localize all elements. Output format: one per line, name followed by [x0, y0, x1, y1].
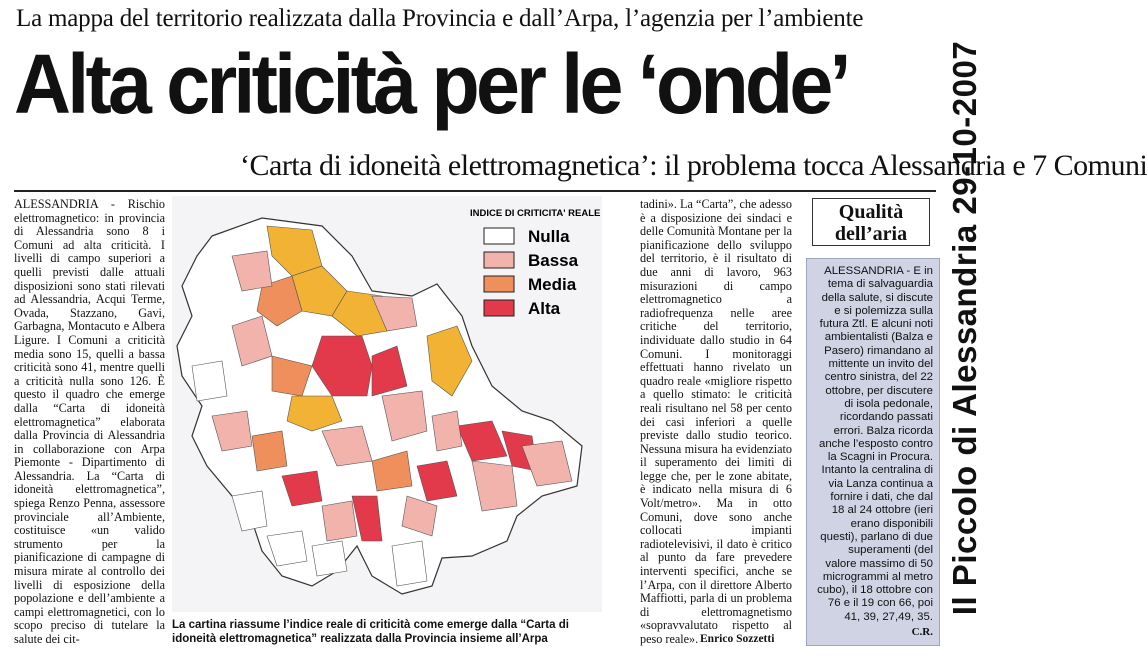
legend-swatch-bassa: [484, 252, 514, 268]
legend-label-media: Media: [528, 275, 577, 294]
article-column-1: [14, 198, 165, 648]
legend-swatch-nulla: [484, 228, 514, 244]
sidebar-title-line2: dell’aria: [834, 223, 908, 245]
sidebar-title: [812, 198, 930, 246]
article-column-3-text: tadini». La “Carta”, che adesso è a disposizione dei sindaci e delle Comunità Montane per la pianificazione dello sviluppo del territorio, è il risultato di due anni di lavoro, 963 misurazioni di campo elettromagnetico a radiofrequenza nelle aree critiche del territorio, individuate dallo studio in 64 Comuni. I monitoraggi effettuati hanno rivelato un quadro reale «migliore rispetto a quello stimato: le criticità reali risultano nel 58 per cento dei casi inferiori a quelle previste dallo studio teorico. Nessuna misura ha evidenziato il superamento dei limiti di legge che, per le zone abitate, è indicato nella misura di 6 Volt/metro». Ma in otto Comuni, dove sono anche collocati impianti radiotelevisivi, il dato è critico al punto da fare prevedere interventi specifici, anche se l’Arpa, con il direttore Alberto Maffiotti, parla di un problema di elettromagnetismo «sopravvalutato rispetto al peso reale».: [640, 197, 792, 646]
divider-rule: [14, 190, 936, 192]
criticality-map: [172, 196, 602, 612]
article-column-1-text: ALESSANDRIA - Rischio elettromagnetico: in provincia di Alessandria sono 8 i Comuni ad alta criticità. I livelli di campo superiori a quelli previsti dalle attuali disposizioni sono stati rilevati ad Alessandria, Acqui Terme, Ovada, Stazzano, Gavi, Garbagna, Montacuto e Albera Ligure. I Comuni a criticità media sono 15, quelli a bassa criticità sono 41, mentre quelli a criticità nulla sono 126. È questo il quadro che emerge dalla “Carta di idoneità elettromagnetica” elaborata dalla Provincia di Alessandria in collaborazione con Arpa Piemonte - Dipartimento di Alessandria. La “Carta di idoneità elettromagnetica”, spiega Renzo Penna, assessore provinciale all’Ambiente, costituisce «un valido strumento per la pianificazione di campagne di misura mirate al controllo dei livelli di esposizione della popolazione e dell’ambiente a campi elettromagnetici, con lo scopo preciso di tutelare la salute dei cit-: [14, 197, 165, 646]
map-caption: La cartina riassume l’indice reale di criticità come emerge dalla “Carta di idoneità elettromagnetica” realizzata dalla Provincia insieme all’Arpa: [172, 619, 569, 645]
sidebar-title-line1: Qualità: [838, 201, 904, 223]
newspaper-source-label: Il Piccolo di Alessandria 29-10-2007: [946, 40, 983, 616]
author-signature: Enrico Sozzetti: [700, 633, 775, 645]
headline: Alta criticità per le ‘onde’: [14, 37, 848, 131]
article-column-3: [640, 198, 792, 648]
kicker: La mappa del territorio realizzata dalla Provincia e dall’Arpa, l’agenzia per l’ambiente: [16, 5, 864, 32]
legend-label-bassa: Bassa: [528, 251, 579, 270]
legend-label-alta: Alta: [528, 299, 561, 318]
legend-title: INDICE DI CRITICITA' REALE: [470, 208, 601, 219]
subhead: ‘Carta di idoneità elettromagnetica’: il problema tocca Alessandria e 7 Comuni: [240, 149, 1147, 182]
newspaper-source-vertical: [944, 0, 986, 656]
sidebar-body: [806, 258, 940, 646]
sidebar-box: [802, 192, 940, 648]
legend-swatch-alta: [484, 300, 514, 316]
sidebar-signature: C.R.: [911, 626, 933, 639]
map-svg: [172, 196, 602, 612]
legend-label-nulla: Nulla: [528, 227, 570, 246]
sidebar-text: ALESSANDRIA - E in tema di salvaguardia della salute, si discute e si polemizza sulla futura Ztl. E alcuni noti ambientalisti (Balza e Pasero) rimandano al mittente un invito del centro sinistra, del 22 ottobre, per discutere di isola pedonale, ricordando passati errori. Balza ricorda anche l’esposto contro la Scagni in Procura. Intanto la centralina di via Lanza continua a fornire i dati, che dal 18 al 24 ottobre (ieri erano disponibili questi), parlano di due superamenti (del valore massimo di 50 microgrammi al metro cubo), il 18 ottobre con 76 e il 19 con 66, poi 41, 39, 27,49, 35.: [817, 265, 933, 623]
legend-swatch-media: [484, 276, 514, 292]
